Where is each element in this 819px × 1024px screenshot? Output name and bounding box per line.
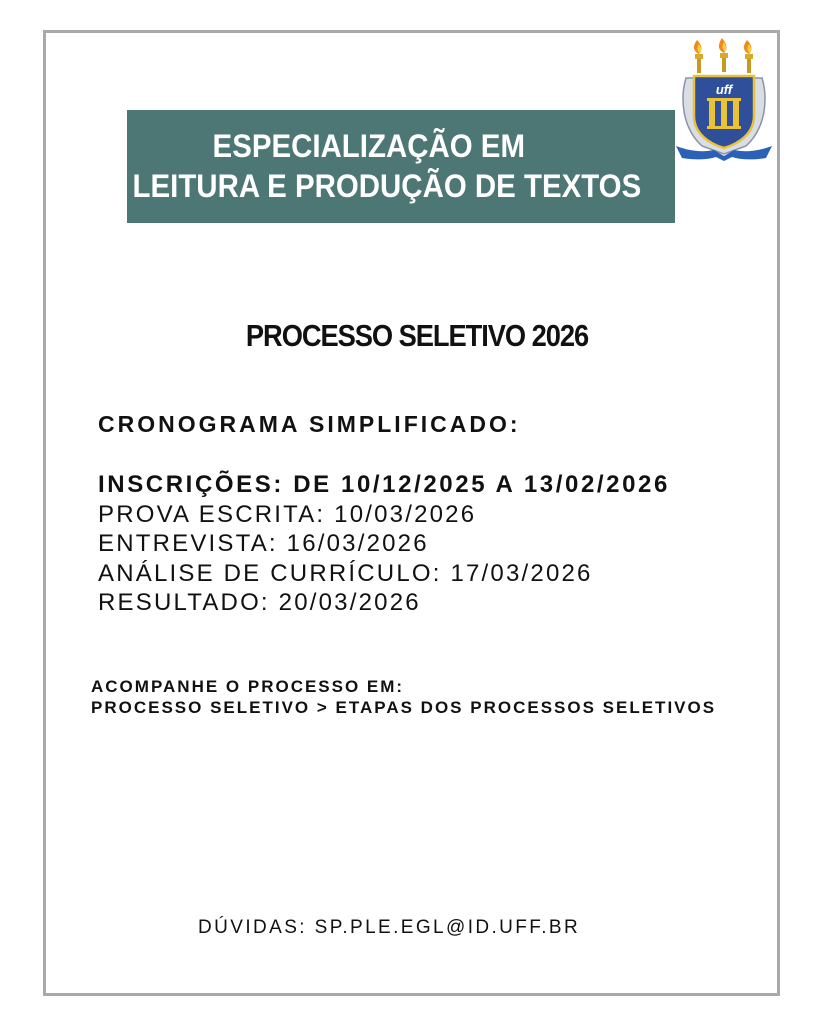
torch-icon: [694, 40, 703, 73]
schedule-item-registrations: INSCRIÇÕES: DE 10/12/2025 A 13/02/2026: [98, 471, 670, 498]
schedule-item-resume-analysis: ANÁLISE DE CURRÍCULO: 17/03/2026: [98, 559, 593, 587]
page-title: PROCESSO SELETIVO 2026: [245, 318, 589, 353]
schedule-item-result: RESULTADO: 20/03/2026: [98, 589, 421, 616]
schedule-label: CRONOGRAMA SIMPLIFICADO:: [98, 411, 521, 437]
torch-icon: [719, 38, 728, 72]
contact-email: DÚVIDAS: SP.PLE.EGL@ID.UFF.BR: [198, 917, 581, 938]
schedule-item-interview: ENTREVISTA: 16/03/2026: [98, 530, 429, 557]
schedule-item-written-exam: PROVA ESCRITA: 10/03/2026: [98, 500, 477, 528]
title-line-2: LEITURA E PRODUÇÃO DE TEXTOS: [132, 168, 642, 204]
title-line-1: ESPECIALIZAÇÃO EM: [212, 128, 525, 164]
svg-text:uff: uff: [715, 82, 733, 97]
follow-process-path: PROCESSO SELETIVO > ETAPAS DOS PROCESSOS SELETIVOS: [91, 698, 717, 717]
torch-icon: [744, 40, 753, 73]
follow-process-note: [91, 676, 716, 718]
university-crest-icon: [674, 38, 774, 162]
follow-process-label: ACOMPANHE O PROCESSO EM:: [91, 677, 405, 696]
title-banner: [127, 110, 675, 223]
schedule-list: [98, 470, 670, 618]
